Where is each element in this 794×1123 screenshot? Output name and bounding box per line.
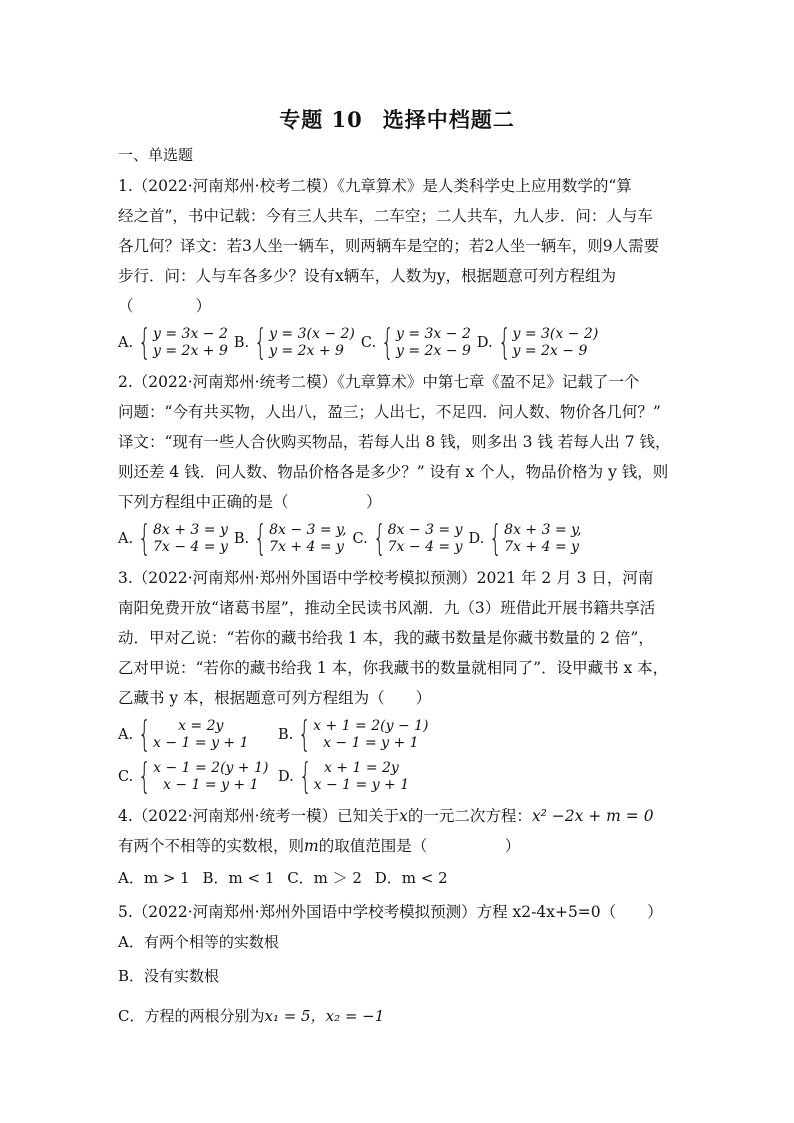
question-5 [118,897,678,1031]
brace-icon: { [138,756,151,797]
equation: 7x + 4 = y [269,539,344,555]
question-1-line: （ ） [118,297,212,315]
option-label: A. [118,335,134,351]
equation: 7x + 4 = y [504,539,580,555]
question-3-line: 乙藏书 y 本，根据题意可列方程组为（ ） [118,689,432,707]
equation: x − 1 = y + 1 [153,735,249,751]
brace-icon: { [497,322,511,363]
question-2-line: 问题：“今有共买物，人出八，盈三；人出七，不足四．问人数、物价各几何？” [118,403,661,421]
q4-equation: x² −2x + m = 0 [531,807,654,825]
question-1-options [118,322,678,363]
question-list [118,171,678,1031]
option-label: D. [476,335,493,351]
equation: y = 2x + 9 [269,343,344,359]
q4-text: 有两个不相等的实数根，则 [118,837,305,855]
equation: 8x − 3 = y [387,522,463,538]
brace-icon: { [381,322,394,363]
option-d[interactable] [468,518,582,559]
root-1: x₁ = 5， [264,1007,326,1025]
root-2: x₂ = −1 [325,1007,385,1025]
brace-icon: { [372,518,386,559]
option-c[interactable] [118,1001,678,1031]
brace-icon: { [138,518,151,559]
question-2-line: 则还差 4 钱．问人数、物品价格各是多少？” 设有 x 个人，物品价格为 y 钱，则 [118,463,669,481]
option-a[interactable]: A．有两个相等的实数根 [118,933,279,951]
option-label: B. [233,335,250,351]
section-heading: 一、单选题 [118,146,194,164]
brace-icon: { [298,756,312,797]
question-4-options [118,863,678,893]
option-a[interactable] [118,518,228,559]
brace-icon: { [138,714,151,755]
equation: y = 2x − 9 [512,343,588,359]
q4-text: 4.（2022·河南郑州·统考一模）已知关于 [118,807,400,825]
option-b[interactable]: B．没有实数根 [118,967,220,985]
question-3-line: 南阳免费开放“诸葛书屋”，推动全民读书风潮．九（3）班借此开展书籍共享活 [118,599,656,617]
option-c-text: C．方程的两根分别为 [118,1007,265,1025]
question-3 [118,563,678,795]
brace-icon: { [254,322,267,363]
option-a[interactable] [118,322,228,363]
option-label: A. [118,531,134,547]
option-a[interactable] [118,714,272,755]
question-1-line: 经之首”，书中记载：今有三人共车，二车空；二人共车，九人步．问：人与车 [118,207,653,225]
option-label: B. [233,531,250,547]
equation: 8x − 3 = y, [269,522,347,538]
question-3-line: 乙对甲说：“若你的藏书给我 1 本，你我藏书的数量就相同了”．设甲藏书 x 本， [118,659,669,677]
q4-variable: x [399,807,408,825]
option-label: D. [278,769,294,785]
option-d[interactable] [278,756,472,797]
question-4 [118,801,678,893]
q4-text: 的一元二次方程： [407,807,532,825]
brace-icon: { [254,518,267,559]
question-2 [118,367,678,557]
option-b[interactable] [233,518,347,559]
brace-icon: { [138,322,151,363]
equation: y = 3(x − 2) [269,326,355,342]
question-3-line: 动．甲对乙说：“若你的藏书给我 1 本，我的藏书数量是你藏书数量的 2 倍”， [118,629,654,647]
option-label: C. [352,531,368,547]
equation: y = 2x − 9 [395,343,471,359]
equation: 7x − 4 = y [153,539,228,555]
question-4-line [118,831,678,861]
equation: y = 3x − 2 [395,326,471,342]
equation: y = 2x + 9 [153,343,228,359]
question-2-line: 2.（2022·河南郑州·统考二模）《九章算术》中第七章《盈不足》记载了一个 [118,373,640,391]
question-2-options [118,518,678,559]
option-d[interactable]: D．m < 2 [374,869,448,887]
option-c[interactable] [360,322,471,363]
equation: x = 2y [178,718,224,734]
option-label: B. [278,727,294,743]
question-1-line: 1.（2022·河南郑州·校考二模）《九章算术》是人类科学史上应用数学的“算 [118,177,632,195]
option-b[interactable] [233,322,355,363]
option-label: C. [118,769,134,785]
option-b[interactable] [278,714,472,755]
option-label: C. [360,335,377,351]
equation: x − 1 = 2(y + 1) [153,760,269,776]
question-2-line: 下列方程组中正确的是（ ） [118,493,382,511]
question-4-line [118,801,678,831]
option-c[interactable] [118,756,272,797]
question-3-line: 3.（2022·河南郑州·郑州外国语中学校考模拟预测）2021 年 2 月 3 日，河南 [118,569,654,587]
title-main: 选择中档题二 [382,107,515,132]
brace-icon: { [298,714,312,755]
equation: 8x + 3 = y [153,522,228,538]
option-label: A. [118,727,134,743]
equation: 7x − 4 = y [387,539,463,555]
equation: x + 1 = 2(y − 1) [313,718,429,734]
question-1 [118,171,678,361]
equation: x − 1 = y + 1 [163,777,259,793]
question-5-line: 5.（2022·河南郑州·郑州外国语中学校考模拟预测）方程 x2-4x+5=0（ ） [118,903,663,921]
equation: x − 1 = y + 1 [323,735,419,751]
option-c[interactable]: C．m ＞ 2 [287,869,362,887]
q4-text: 的取值范围是（ ） [318,837,521,855]
equation: x + 1 = 2y [323,760,399,776]
equation: y = 3x − 2 [153,326,228,342]
question-3-options [118,714,678,797]
title-prefix: 专题 10 [279,107,363,132]
option-d[interactable] [476,322,599,363]
option-c[interactable] [352,518,463,559]
brace-icon: { [489,518,503,559]
question-2-line: 译文：“现有一些人合伙购买物品，若每人出 8 钱，则多出 3 钱 若每人出 7 钱， [118,433,671,451]
option-a[interactable]: A．m > 1 [118,869,190,887]
question-1-line: 各几何？译文：若3人坐一辆车，则两辆车是空的；若2人坐一辆车，则9人需要 [118,237,660,255]
equation: x − 1 = y + 1 [313,777,410,793]
page-title [0,104,794,134]
q4-variable: m [304,837,319,855]
equation: 8x + 3 = y, [504,522,582,538]
question-1-line: 步行．问：人与车各多少？设有x辆车，人数为y，根据题意可列方程组为 [118,267,617,285]
option-label: D. [468,531,485,547]
equation: y = 3(x − 2) [512,326,599,342]
option-b[interactable]: B．m < 1 [202,869,275,887]
